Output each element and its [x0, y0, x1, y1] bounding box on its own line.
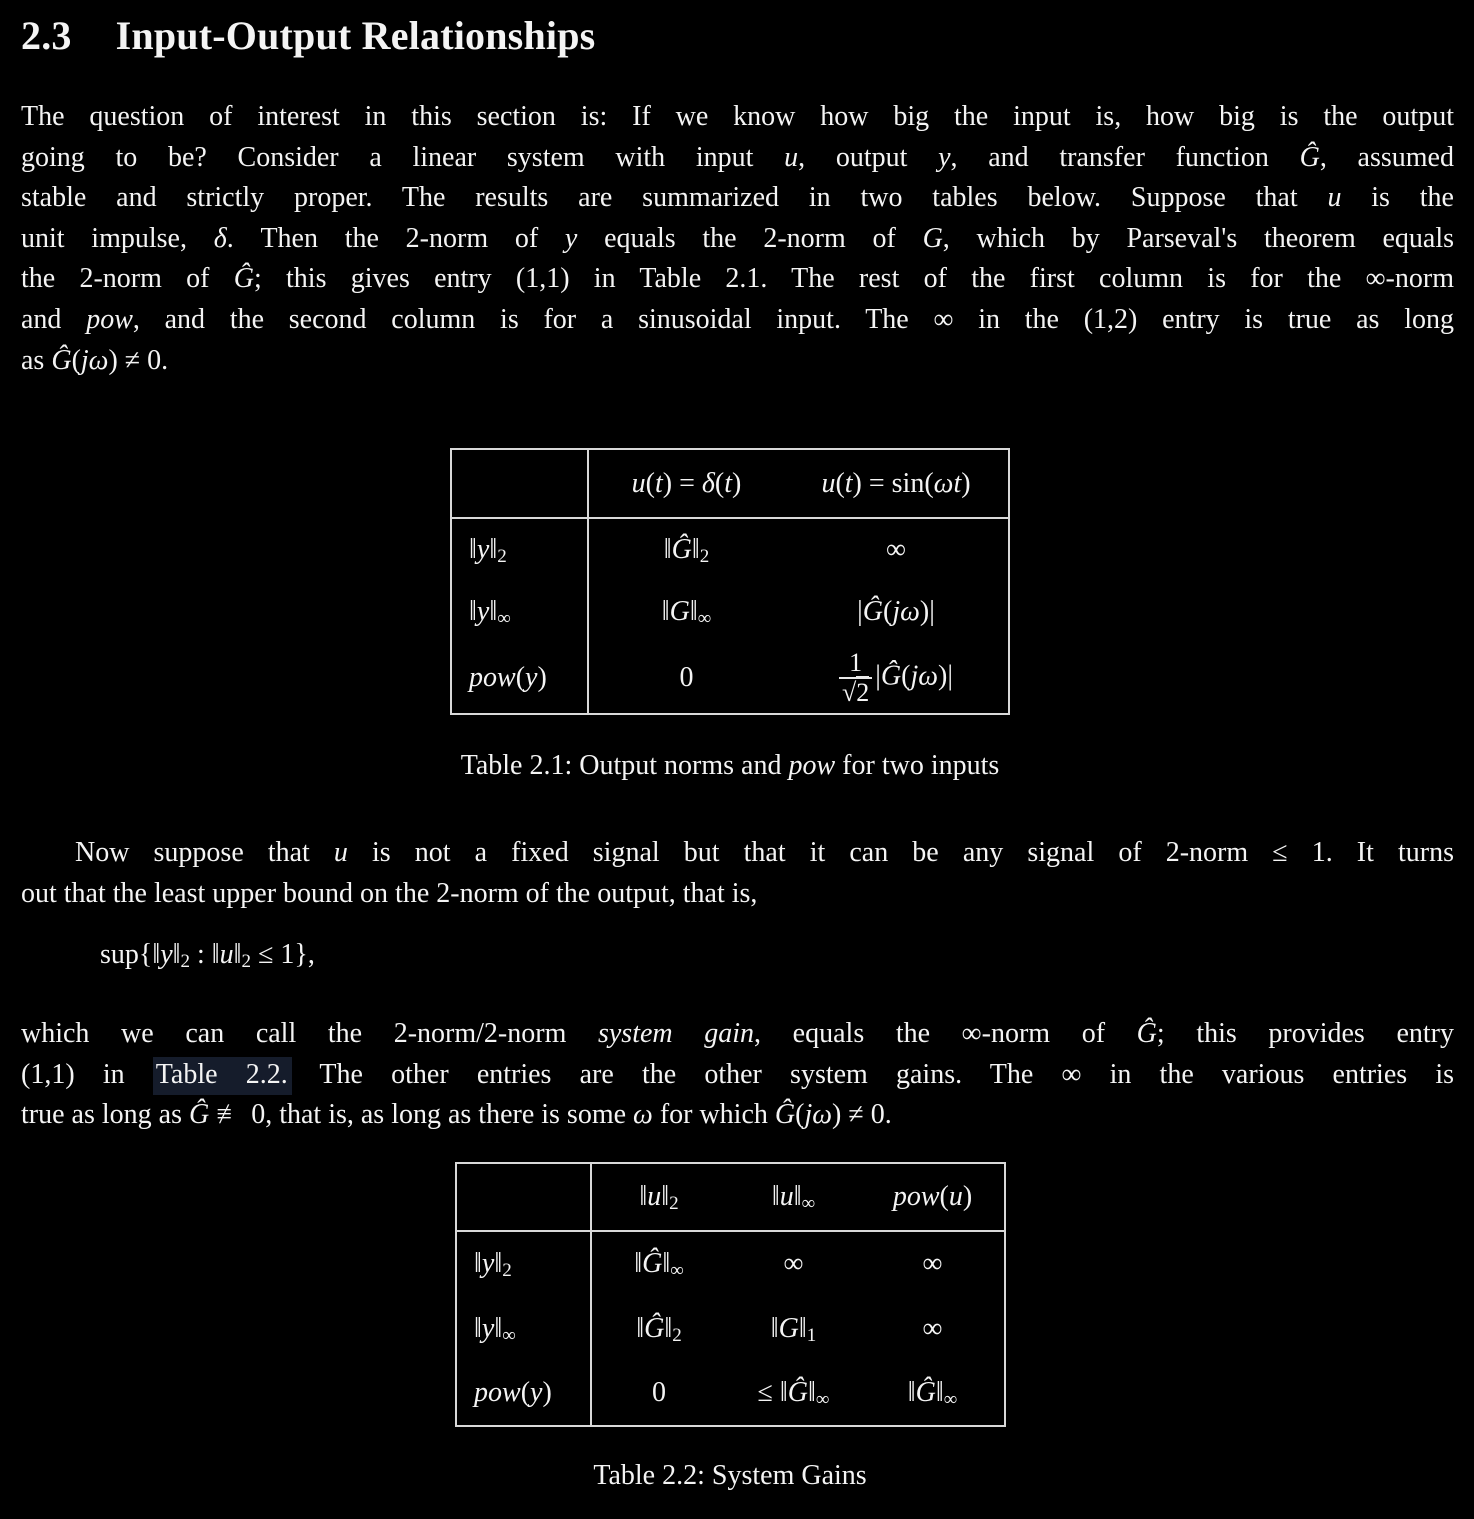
table-row-label: $‖y‖_\infty$: [456, 1296, 591, 1361]
table-caption-2-2: Table 2.2: System Gains: [593, 1460, 867, 1491]
table-col-header: u(t) = sin(ωt): [784, 449, 1009, 518]
table-row: [451, 518, 1009, 581]
table-row-label: $‖y‖_2$: [456, 1231, 591, 1296]
table-cell: $\frac{1}{√2}$ |Ĝ(jω)|: [784, 643, 1009, 714]
table-cell: $‖G‖_1$: [770, 1312, 817, 1346]
table-col-header: $‖u‖_2$: [591, 1163, 726, 1231]
table-cell: $‖Ĝ‖_2$: [636, 1312, 682, 1346]
table-cell: ∞: [922, 1312, 943, 1344]
text-line: which we can call the 2-norm/2-norm system gain, equals the ∞-norm of Ĝ; this provides entry: [21, 1018, 1454, 1049]
table-cell: 0: [652, 1377, 666, 1408]
text-line: true as long as Ĝ ≢ 0, that is, as long as there is some ω for which Ĝ(jω) ≠ 0.: [21, 1099, 892, 1131]
text-line: unit impulse, δ. Then the 2-norm of y equals the 2-norm of G, which by Parseval's theorem equals: [21, 222, 1454, 254]
paragraph-intro: [21, 97, 1454, 381]
text-line: going to be? Consider a linear system with input u, output y, and transfer function Ĝ, assumed: [21, 141, 1454, 173]
text-line: (1,1) in Table 2.2. The other entries are the other system gains. The ∞ in the various entries is: [21, 1055, 1454, 1096]
text-line: Now suppose that u is not a fixed signal but that it can be any signal of 2-norm ≤ 1. It turns: [75, 837, 1454, 868]
table-row: [451, 581, 1009, 643]
table-row: [456, 1296, 1005, 1361]
table-cell: ∞: [922, 1248, 943, 1279]
paragraph-system-gain: [21, 1014, 1454, 1136]
table-row: [456, 1231, 1005, 1296]
text-line: stable and strictly proper. The results are summarized in two tables below. Suppose that u is the: [21, 182, 1454, 214]
table-cell: 0: [679, 662, 694, 693]
equation-sup-norm: $sup\{‖y‖_2$ : $‖u‖_2 \le 1$},: [100, 939, 315, 973]
table-row-label: pow(y): [456, 1361, 591, 1426]
text-line: as Ĝ(jω) ≠ 0.: [21, 344, 169, 376]
table-row: [451, 643, 1009, 714]
table-cell: $‖Ĝ‖_\infty$: [907, 1377, 958, 1411]
table-cell: $‖Ĝ‖_\infty$: [634, 1248, 684, 1282]
section-heading: [21, 12, 595, 59]
text-line: The question of interest in this section is: If we know how big the input is, how big is the output: [21, 101, 1454, 132]
table-header-row: [456, 1163, 1005, 1231]
table-corner-cell: [456, 1163, 591, 1231]
table-cell: $‖Ĝ‖_2$: [663, 534, 710, 568]
table-2-2: [455, 1162, 1006, 1427]
table-header-row: [451, 449, 1009, 518]
table-cell: ∞: [783, 1248, 804, 1279]
table-col-header: pow(u): [861, 1163, 1005, 1231]
text-line: out that the least upper bound on the 2-norm of the output, that is,: [21, 877, 758, 909]
table-caption-2-1: Table 2.1: Output norms and pow for two inputs: [460, 750, 1000, 781]
table-col-header: u(t) = δ(t): [588, 449, 784, 518]
text-line: the 2-norm of Ĝ; this gives entry (1,1) in Table 2.1. The rest of the first column is for the ∞-norm: [21, 263, 1454, 295]
table-corner-cell: [451, 449, 588, 518]
table-row: [456, 1361, 1005, 1426]
section-number: 2.3: [21, 13, 72, 58]
table-row-label: $‖y‖_2$: [451, 518, 588, 581]
text-line: and pow, and the second column is for a sinusoidal input. The ∞ in the (1,2) entry is true as long: [21, 303, 1454, 335]
table-cell: $‖G‖_\infty$: [661, 596, 712, 630]
table-cell: ≤ $‖Ĝ‖_\infty$: [757, 1377, 830, 1411]
table-cell: |Ĝ(jω)|: [857, 596, 935, 627]
table-row-label: pow(y): [451, 643, 588, 714]
table-col-header: $‖u‖_\infty$: [726, 1163, 861, 1231]
table-row-label: $‖y‖_\infty$: [451, 581, 588, 643]
paragraph-middle: [21, 833, 1454, 914]
section-title: Input-Output Relationships: [115, 13, 596, 58]
table-2-1: [450, 448, 1010, 715]
table-cell: ∞: [886, 534, 906, 565]
selection-highlight: Table 2.2.: [153, 1057, 292, 1095]
